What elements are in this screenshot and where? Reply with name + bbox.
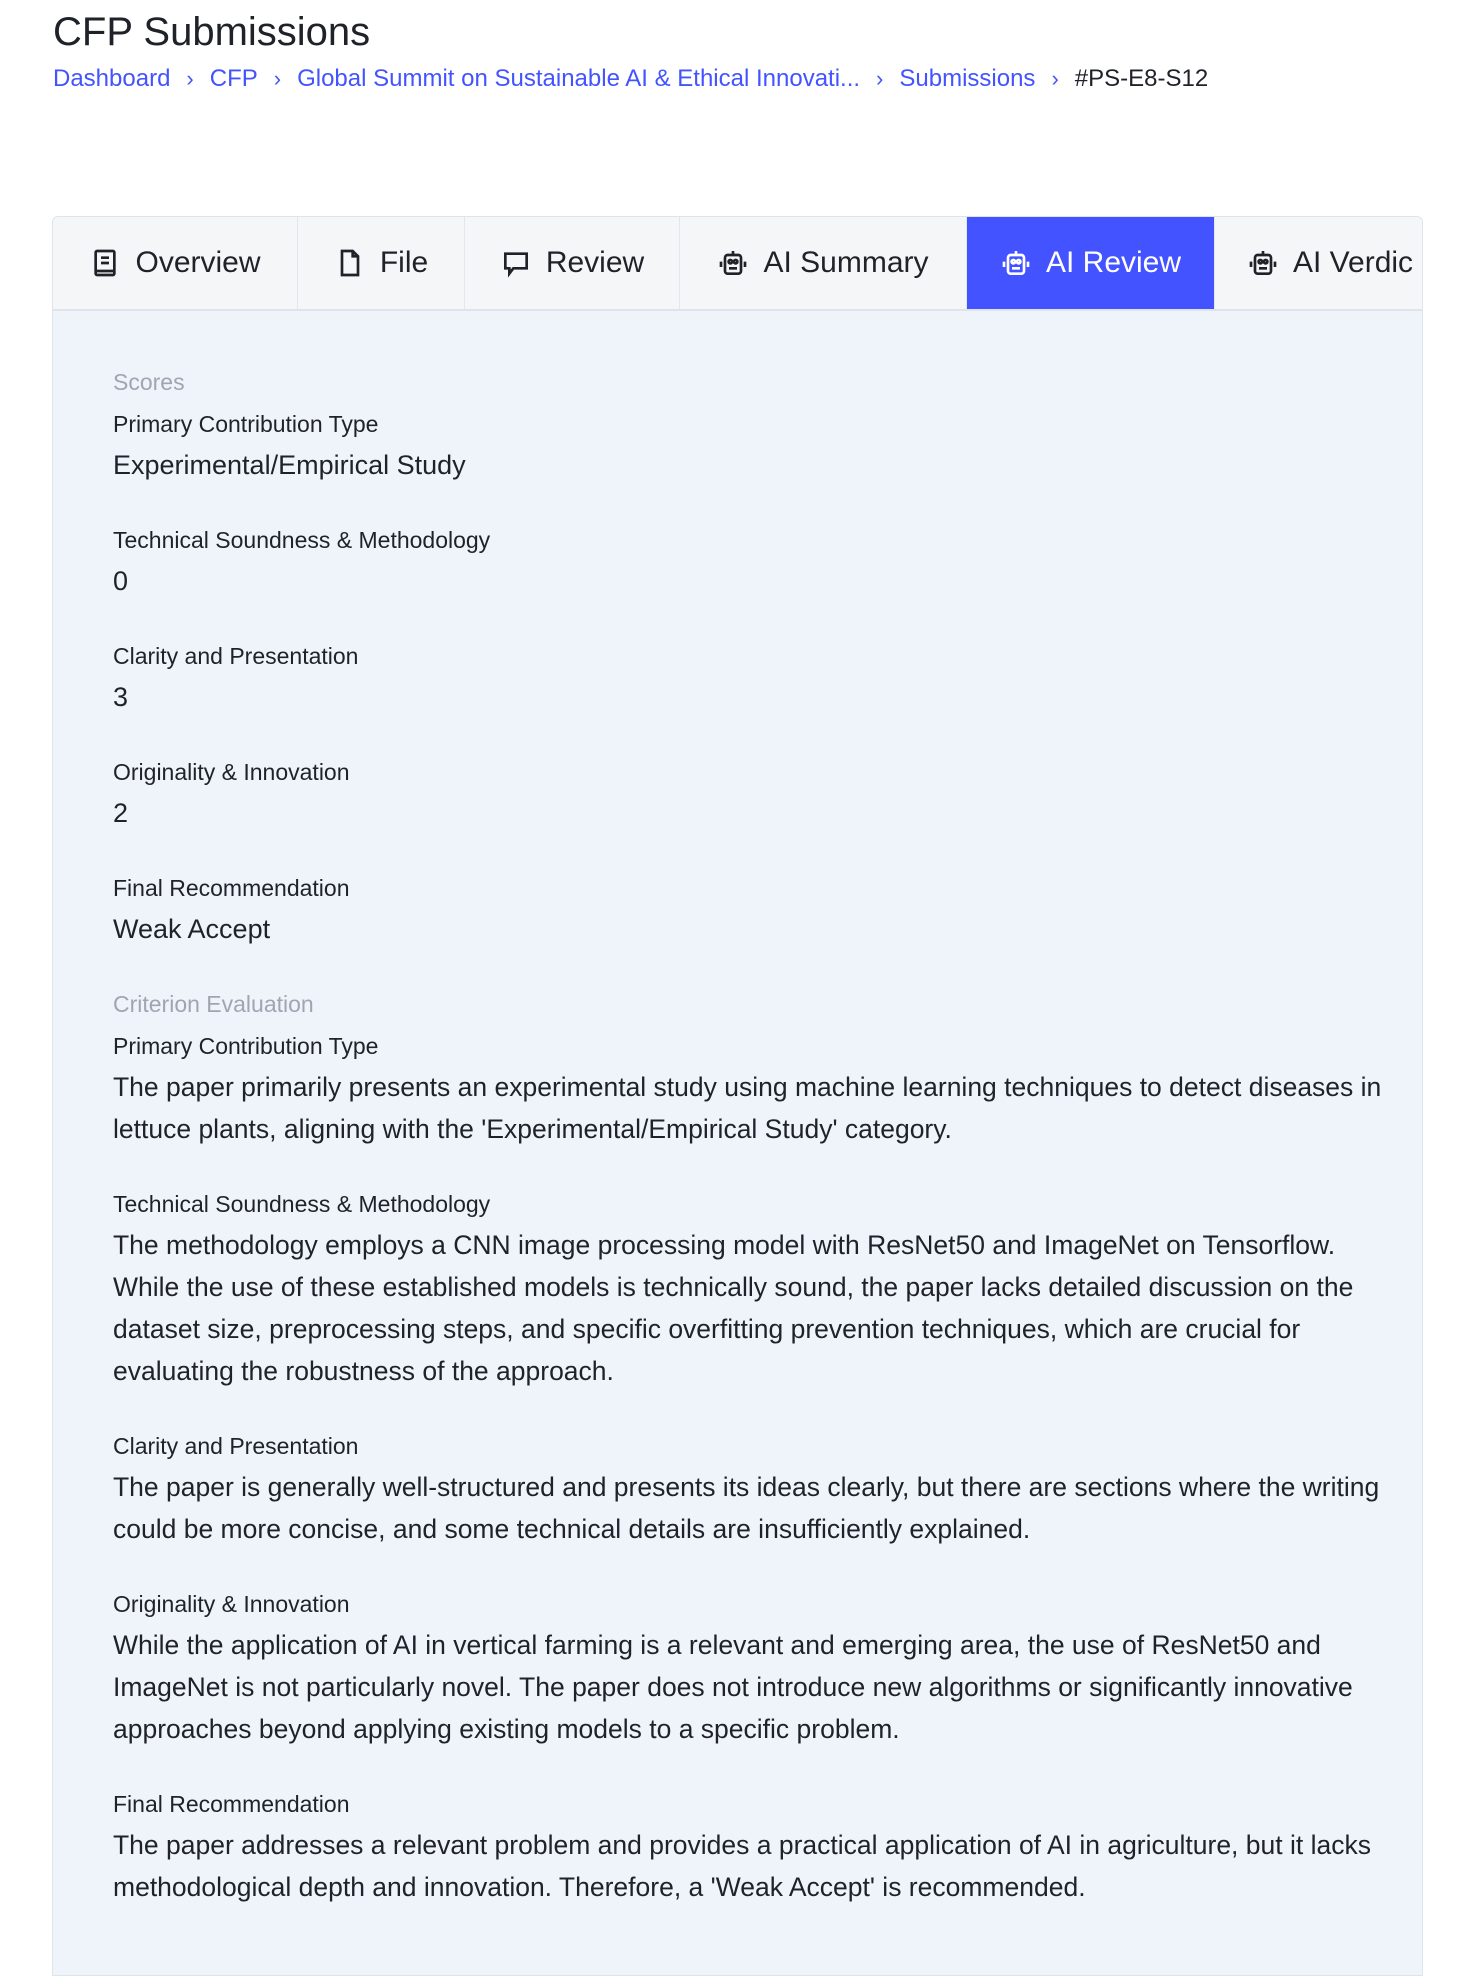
breadcrumb-event[interactable]: Global Summit on Sustainable AI & Ethical Innovati...: [297, 65, 861, 92]
tab-overview[interactable]: [53, 217, 298, 309]
tab-ai-verdict[interactable]: [1215, 217, 1423, 309]
tab-label: Overview: [135, 246, 261, 279]
score-value: 2: [113, 798, 129, 828]
score-label: Final Recommendation: [113, 875, 350, 901]
criterion-label: Originality & Innovation: [113, 1591, 350, 1617]
criterion-item: [113, 1788, 1371, 1908]
criterion-text: The methodology employs a CNN image processing model with ResNet50 and ImageNet on Tensorflow. While the use of these established models is technically sound, the paper lacks detailed discussion on the dataset size, preprocessing steps, and specific overfitting prevention techniques, which are crucial for evaluating the robustness of the approach.: [113, 1230, 1354, 1386]
score-item: [113, 524, 1353, 602]
file-icon: [334, 247, 366, 279]
score-label: Clarity and Presentation: [113, 643, 359, 669]
robot-icon: [717, 247, 749, 279]
robot-icon: [1000, 247, 1032, 279]
score-label: Technical Soundness & Methodology: [113, 527, 491, 553]
tab-ai-review[interactable]: [967, 217, 1215, 309]
score-item: [113, 640, 1353, 718]
breadcrumb-dashboard[interactable]: Dashboard: [53, 65, 171, 92]
section-heading-scores: Scores: [113, 369, 185, 395]
score-value: 3: [113, 682, 129, 712]
section-heading-criteria: Criterion Evaluation: [113, 991, 314, 1017]
chevron-right-icon: ›: [876, 66, 884, 91]
score-value: Experimental/Empirical Study: [113, 450, 466, 480]
tab-label: AI Verdic: [1293, 246, 1414, 279]
criterion-item: [113, 1588, 1353, 1750]
chevron-right-icon: ›: [1051, 66, 1059, 91]
tab-label: AI Review: [1045, 246, 1182, 279]
chevron-right-icon: ›: [186, 66, 194, 91]
criterion-item: [113, 1430, 1380, 1550]
score-item: [113, 756, 1353, 834]
criterion-item: [113, 1188, 1353, 1392]
tab-review[interactable]: [465, 217, 680, 309]
ai-review-content: [53, 311, 1382, 1908]
chat-bubble-icon: [500, 247, 532, 279]
score-item: [113, 872, 1353, 950]
score-value: 0: [113, 566, 129, 596]
tab-label: AI Summary: [763, 246, 929, 279]
criterion-text: The paper addresses a relevant problem and provides a practical application of AI in agriculture, but it lacks methodological depth and innovation. Therefore, a 'Weak Accept' is recommended.: [113, 1830, 1371, 1902]
chevron-right-icon: ›: [273, 66, 282, 91]
document-icon: [89, 247, 121, 279]
tab-label: Review: [545, 246, 645, 279]
score-item: [113, 408, 1353, 486]
criterion-label: Final Recommendation: [113, 1791, 350, 1817]
tab-ai-summary[interactable]: [680, 217, 967, 309]
score-value: Weak Accept: [113, 914, 271, 944]
tab-file[interactable]: [298, 217, 465, 309]
submission-panel: [52, 216, 1423, 1976]
robot-icon: [1247, 247, 1279, 279]
page-title: CFP Submissions: [53, 10, 371, 54]
score-label: Primary Contribution Type: [113, 411, 379, 437]
breadcrumb-submissions[interactable]: Submissions: [899, 65, 1036, 92]
criterion-text: The paper primarily presents an experimental study using machine learning techniques to detect diseases in lettuce plants, aligning with the 'Experimental/Empirical Study' category.: [113, 1072, 1382, 1144]
score-label: Originality & Innovation: [113, 759, 350, 785]
criterion-label: Clarity and Presentation: [113, 1433, 359, 1459]
breadcrumb: [53, 63, 1208, 95]
criterion-text: While the application of AI in vertical farming is a relevant and emerging area, the use of ResNet50 and ImageNet is not particularly novel. The paper does not introduce new algorithms or significantly innovative approaches beyond applying existing models to a specific problem.: [113, 1630, 1353, 1744]
criterion-label: Primary Contribution Type: [113, 1033, 379, 1059]
tab-label: File: [379, 246, 429, 279]
breadcrumb-cfp[interactable]: CFP: [209, 65, 258, 92]
criterion-item: [113, 1030, 1382, 1150]
criterion-label: Technical Soundness & Methodology: [113, 1191, 491, 1217]
tab-bar: [53, 217, 1422, 311]
breadcrumb-current: #PS-E8-S12: [1074, 65, 1209, 92]
criterion-text: The paper is generally well-structured and presents its ideas clearly, but there are sections where the writing could be more concise, and some technical details are insufficiently explained.: [113, 1472, 1380, 1544]
